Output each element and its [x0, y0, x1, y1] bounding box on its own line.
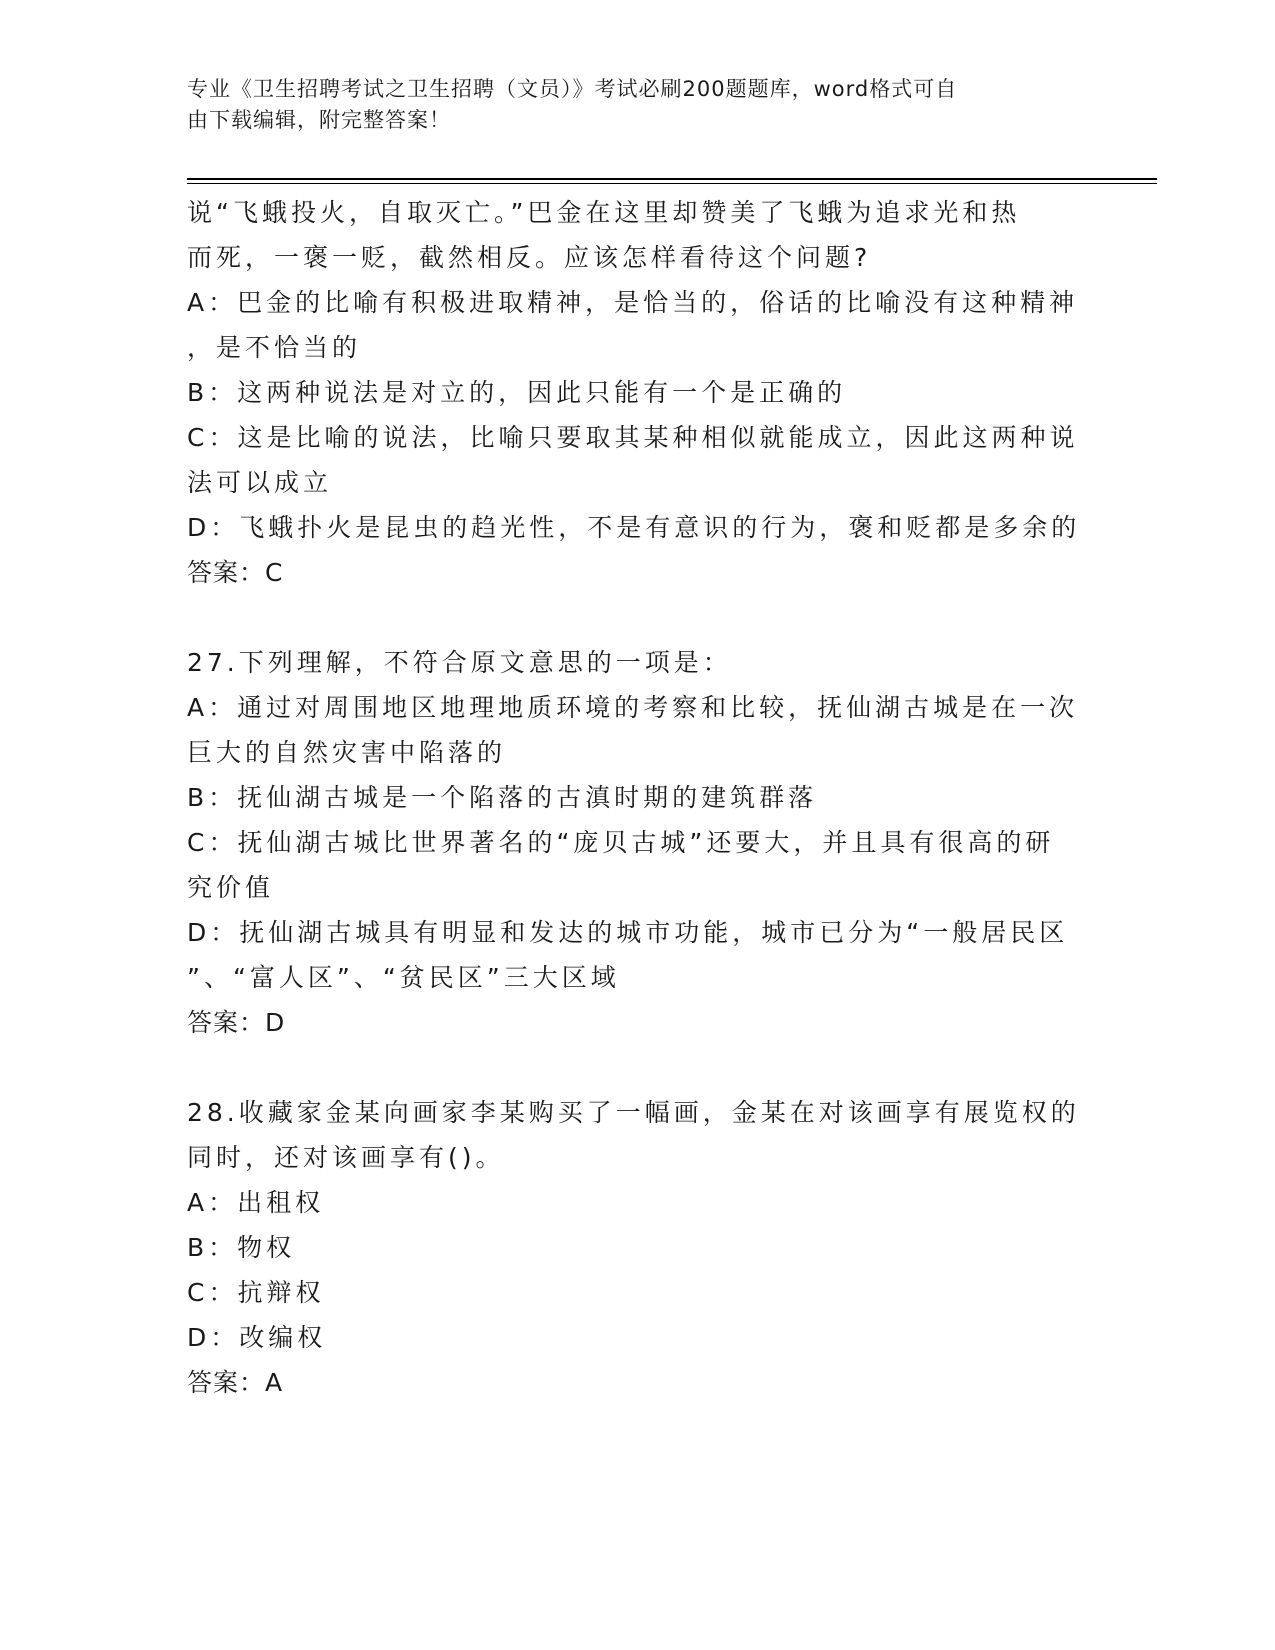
option-d: D：改编权	[187, 1323, 327, 1352]
question-26	[187, 190, 1087, 595]
option-a: A：出租权	[187, 1188, 325, 1217]
question-28	[187, 1090, 1087, 1405]
option-c-continued: 法可以成立	[187, 468, 333, 497]
option-b: B：这两种说法是对立的，因此只能有一个是正确的	[187, 378, 847, 407]
option-c: C：这是比喻的说法，比喻只要取其某种相似就能成立，因此这两种说	[187, 423, 1079, 452]
option-b: B：物权	[187, 1233, 296, 1262]
question-27	[187, 640, 1087, 1045]
option-c-continued: 究价值	[187, 873, 275, 902]
option-a: A：通过对周围地区地理地质环境的考察和比较，抚仙湖古城是在一次	[187, 693, 1079, 722]
question-text-line: 同时，还对该画享有()。	[187, 1143, 505, 1172]
header-title-line-2: 由下载编辑，附完整答案！	[187, 108, 451, 132]
answer-label: 答案：C	[187, 558, 284, 587]
option-d-continued: ”、“富人区”、“贫民区”三大区域	[187, 963, 620, 992]
question-text-line: 28.收藏家金某向画家李某购买了一幅画，金某在对该画享有展览权的	[187, 1098, 1080, 1127]
option-a-continued: 巨大的自然灾害中陷落的	[187, 738, 507, 767]
answer-label: 答案：D	[187, 1008, 286, 1037]
spacer	[187, 595, 1087, 640]
header-title-line-1: 专业《卫生招聘考试之卫生招聘（文员）》考试必刷200题题库，word格式可自	[187, 77, 958, 101]
option-a-continued: ，是不恰当的	[187, 333, 362, 362]
option-c: C：抚仙湖古城比世界著名的“庞贝古城”还要大，并且具有很高的研	[187, 828, 1055, 857]
option-c: C：抗辩权	[187, 1278, 325, 1307]
option-b: B：抚仙湖古城是一个陷落的古滇时期的建筑群落	[187, 783, 818, 812]
answer-label: 答案：A	[187, 1368, 284, 1397]
question-text-line: 27.下列理解，不符合原文意思的一项是：	[187, 648, 732, 677]
header-divider	[187, 178, 1157, 184]
option-a: A：巴金的比喻有积极进取精神，是恰当的，俗话的比喻没有这种精神	[187, 288, 1079, 317]
option-d: D：飞蛾扑火是昆虫的趋光性，不是有意识的行为，褒和贬都是多余的	[187, 513, 1081, 542]
document-header	[187, 74, 1087, 136]
question-list	[187, 190, 1087, 1405]
option-d: D：抚仙湖古城具有明显和发达的城市功能，城市已分为“一般居民区	[187, 918, 1069, 947]
spacer	[187, 1045, 1087, 1090]
question-text-line: 而死，一褒一贬，截然相反。应该怎样看待这个问题?	[187, 243, 872, 272]
question-text-line: 说“飞蛾投火，自取灭亡。”巴金在这里却赞美了飞蛾为追求光和热	[187, 198, 1021, 227]
